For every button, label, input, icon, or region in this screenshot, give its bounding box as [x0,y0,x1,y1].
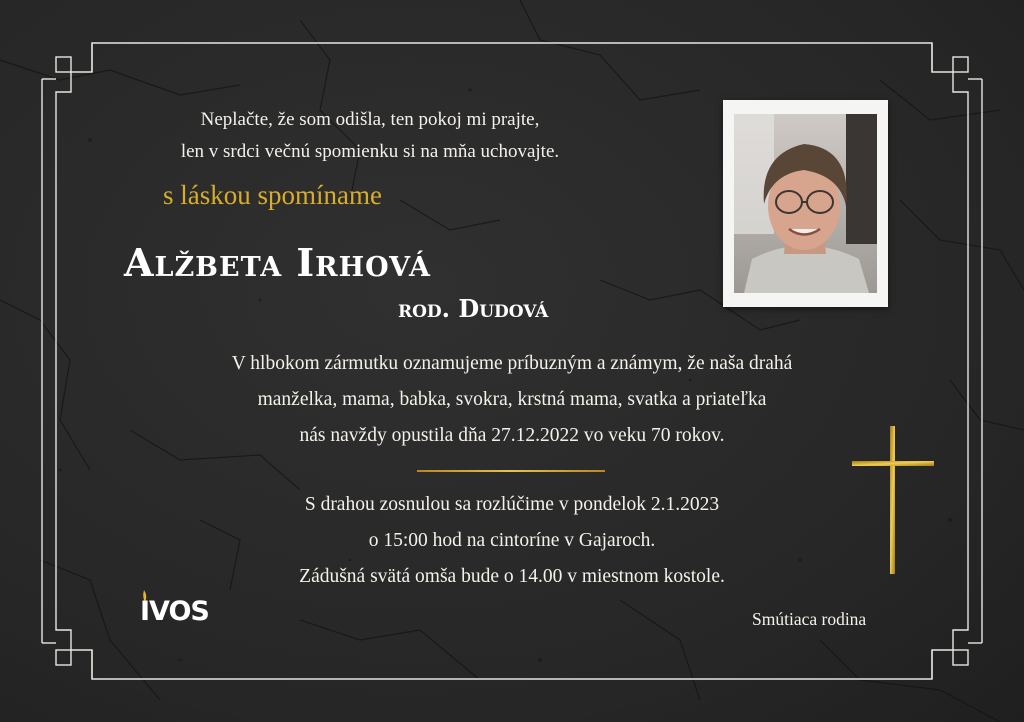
deceased-name: Alžbeta Irhová [124,240,431,285]
announcement-line-1: V hlbokom zármutku oznamujeme príbuzným a známym, že naša drahá [231,353,793,374]
funeral-details [112,487,912,595]
logo-text: IVOS [140,596,209,627]
ivos-logo [138,588,228,632]
memorial-poem [120,104,620,168]
cross-icon [852,426,934,574]
announcement-line-2: manželka, mama, babka, svokra, krstná mama, svatka a priateľka [257,389,767,410]
funeral-line-2: o 15:00 hod na cintoríne v Gajaroch. [368,530,656,551]
death-announcement [112,346,912,454]
gold-divider [417,470,605,472]
with-love-heading: s láskou spomíname [163,180,382,210]
poem-line-1: Neplačte, že som odišla, ten pokoj mi prajte, [200,109,540,130]
portrait-frame [723,100,888,307]
announcement-line-3: nás navždy opustila dňa 27.12.2022 vo veku 70 rokov. [299,425,725,446]
funeral-line-1: S drahou zosnulou sa rozlúčime v pondelok 2.1.2023 [304,494,720,515]
mourning-family-signature: Smútiaca rodina [752,609,867,629]
poem-line-2: len v srdci večnú spomienku si na mňa uchovajte. [180,141,560,162]
maiden-name: rod. Dudová [398,294,549,323]
funeral-line-3: Zádušná svätá omša bude o 14.00 v miestnom kostole. [299,566,725,587]
portrait-photo [734,114,877,293]
